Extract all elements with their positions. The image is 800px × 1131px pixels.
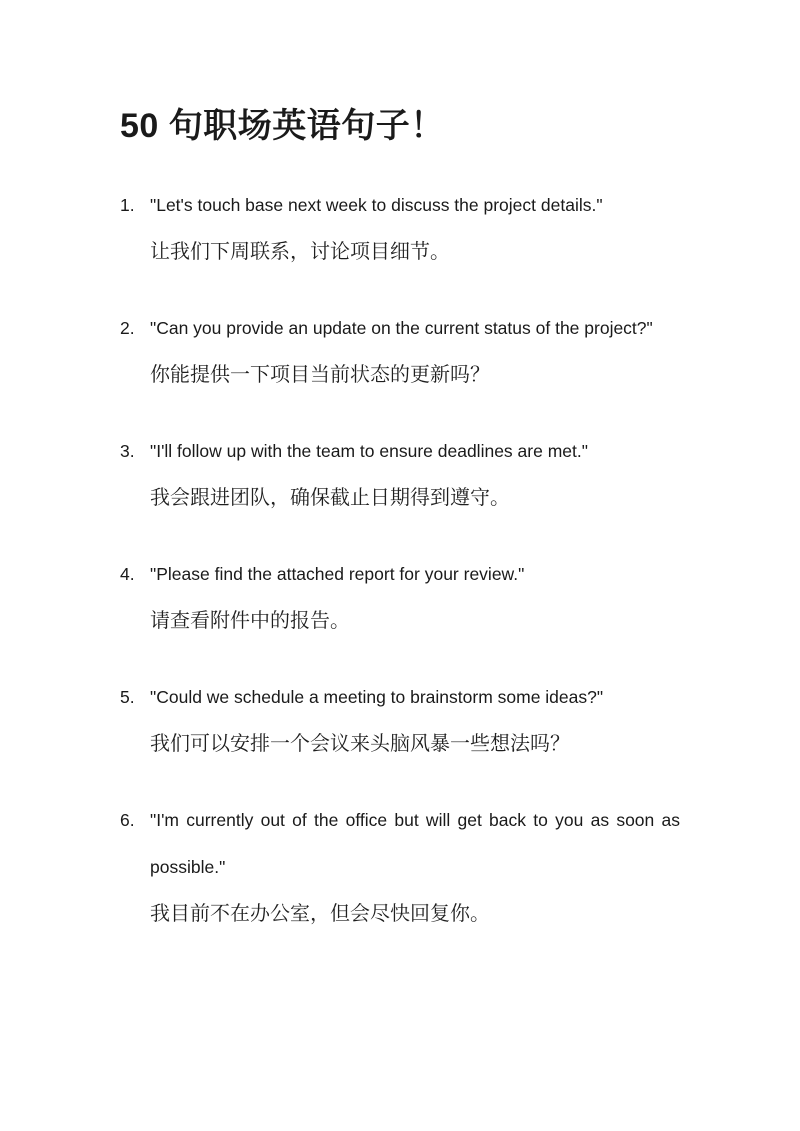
chinese-translation: 请查看附件中的报告。 [150, 610, 350, 632]
list-item [120, 182, 680, 276]
english-sentence: "Could we schedule a meeting to brainstorm some ideas?" [150, 687, 604, 707]
chinese-translation: 我们可以安排一个会议来头脑风暴一些想法吗？ [150, 733, 570, 755]
list-item-body [150, 797, 680, 938]
list-item-body [150, 674, 680, 768]
list-item-body [150, 182, 680, 276]
english-sentence: "Let's touch base next week to discuss the project details." [150, 195, 603, 215]
list-item [120, 674, 680, 768]
list-item-number: 4. [120, 564, 135, 584]
chinese-translation: 你能提供一下项目当前状态的更新吗？ [150, 364, 490, 386]
list-item-number: 5. [120, 687, 135, 707]
list-item [120, 797, 680, 938]
list-item-number: 1. [120, 195, 135, 215]
list-item-body [150, 428, 680, 522]
english-sentence: "Can you provide an update on the current status of the project?" [150, 318, 653, 338]
list-item-number: 6. [120, 810, 135, 830]
list-item-body [150, 551, 680, 645]
chinese-translation: 让我们下周联系，讨论项目细节。 [150, 241, 450, 263]
list-item-body [150, 305, 680, 399]
list-item [120, 428, 680, 522]
list-item-number: 2. [120, 318, 135, 338]
list-item [120, 551, 680, 645]
sentence-list [120, 182, 680, 938]
list-item [120, 305, 680, 399]
page-title: 50 句职场英语句子！ [120, 107, 445, 145]
english-sentence: "I'm currently out of the office but will get back to you as soon as possible." [150, 810, 680, 877]
chinese-translation: 我目前不在办公室，但会尽快回复你。 [150, 903, 490, 925]
chinese-translation: 我会跟进团队，确保截止日期得到遵守。 [150, 487, 510, 509]
list-item-number: 3. [120, 441, 135, 461]
english-sentence: "Please find the attached report for your review." [150, 564, 525, 584]
english-sentence: "I'll follow up with the team to ensure deadlines are met." [150, 441, 588, 461]
